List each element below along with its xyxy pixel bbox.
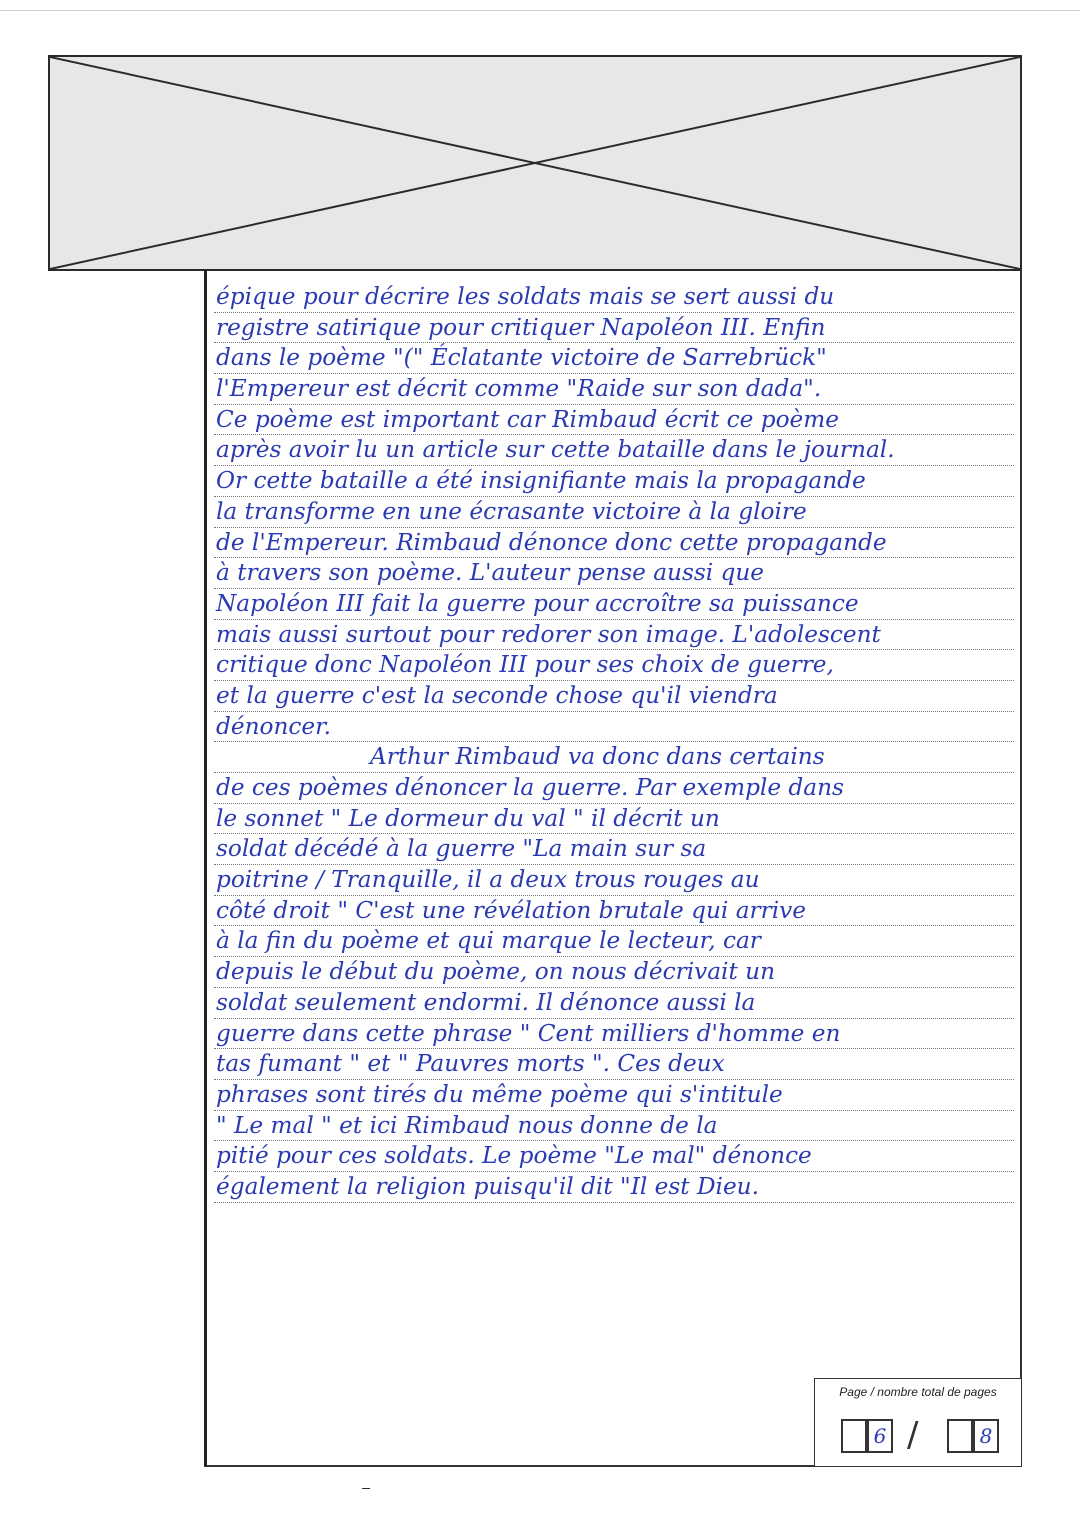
text-line: soldat seulement endormi. Il dénonce aussi la [214, 988, 1014, 1019]
text-line: à travers son poème. L'auteur pense aussi que [214, 558, 1014, 589]
text-line: guerre dans cette phrase " Cent milliers d'homme en [214, 1019, 1014, 1050]
text-line: dénoncer. [214, 712, 1014, 743]
current-page-number: 6 [873, 1424, 887, 1448]
text-line: à la fin du poème et qui marque le lecteur, car [214, 926, 1014, 957]
page-counter-fields [841, 1415, 1001, 1455]
text-line: épique pour décrire les soldats mais se sert aussi du [214, 282, 1014, 313]
text-line: après avoir lu un article sur cette bataille dans le journal. [214, 435, 1014, 466]
text-line: la transforme en une écrasante victoire à la gloire [214, 497, 1014, 528]
total-digit-box-1 [947, 1419, 973, 1453]
page-separator-slash: / [907, 1415, 919, 1455]
text-line: également la religion puisqu'il dit "Il est Dieu. [214, 1172, 1014, 1203]
scan-mark [362, 1488, 370, 1489]
text-line: de l'Empereur. Rimbaud dénonce donc cette propagande [214, 528, 1014, 559]
text-line: mais aussi surtout pour redorer son image. L'adolescent [214, 620, 1014, 651]
page-digit-box-1 [841, 1419, 867, 1453]
page-counter-box [814, 1378, 1022, 1467]
text-line: côté droit " C'est une révélation brutale qui arrive [214, 896, 1014, 927]
text-line: registre satirique pour critiquer Napoléon III. Enfin [214, 313, 1014, 344]
text-line: et la guerre c'est la seconde chose qu'il viendra [214, 681, 1014, 712]
text-line: Ce poème est important car Rimbaud écrit ce poème [214, 405, 1014, 436]
crossed-out-header-box [48, 55, 1022, 271]
text-line: dans le poème "(" Éclatante victoire de Sarrebrück" [214, 343, 1014, 374]
text-line: l'Empereur est décrit comme "Raide sur son dada". [214, 374, 1014, 405]
cross-lines [50, 57, 1020, 269]
text-line: pitié pour ces soldats. Le poème "Le mal" dénonce [214, 1141, 1014, 1172]
paragraph-start-line: Arthur Rimbaud va donc dans certains [214, 742, 1014, 773]
total-pages-number: 8 [979, 1424, 993, 1448]
page-counter-label: Page / nombre total de pages [839, 1385, 997, 1399]
text-line: depuis le début du poème, on nous décrivait un [214, 957, 1014, 988]
text-line: critique donc Napoléon III pour ses choix de guerre, [214, 650, 1014, 681]
text-line: soldat décédé à la guerre "La main sur sa [214, 834, 1014, 865]
text-line: phrases sont tirés du même poème qui s'intitule [214, 1080, 1014, 1111]
text-line: le sonnet " Le dormeur du val " il décrit un [214, 804, 1014, 835]
text-line: " Le mal " et ici Rimbaud nous donne de la [214, 1111, 1014, 1142]
text-line: Or cette bataille a été insignifiante mais la propagande [214, 466, 1014, 497]
handwritten-text-area [214, 282, 1014, 1203]
text-line: poitrine / Tranquille, il a deux trous rouges au [214, 865, 1014, 896]
top-rule [0, 10, 1080, 11]
text-line: Napoléon III fait la guerre pour accroître sa puissance [214, 589, 1014, 620]
text-line: de ces poèmes dénoncer la guerre. Par exemple dans [214, 773, 1014, 804]
text-line: tas fumant " et " Pauvres morts ". Ces deux [214, 1049, 1014, 1080]
